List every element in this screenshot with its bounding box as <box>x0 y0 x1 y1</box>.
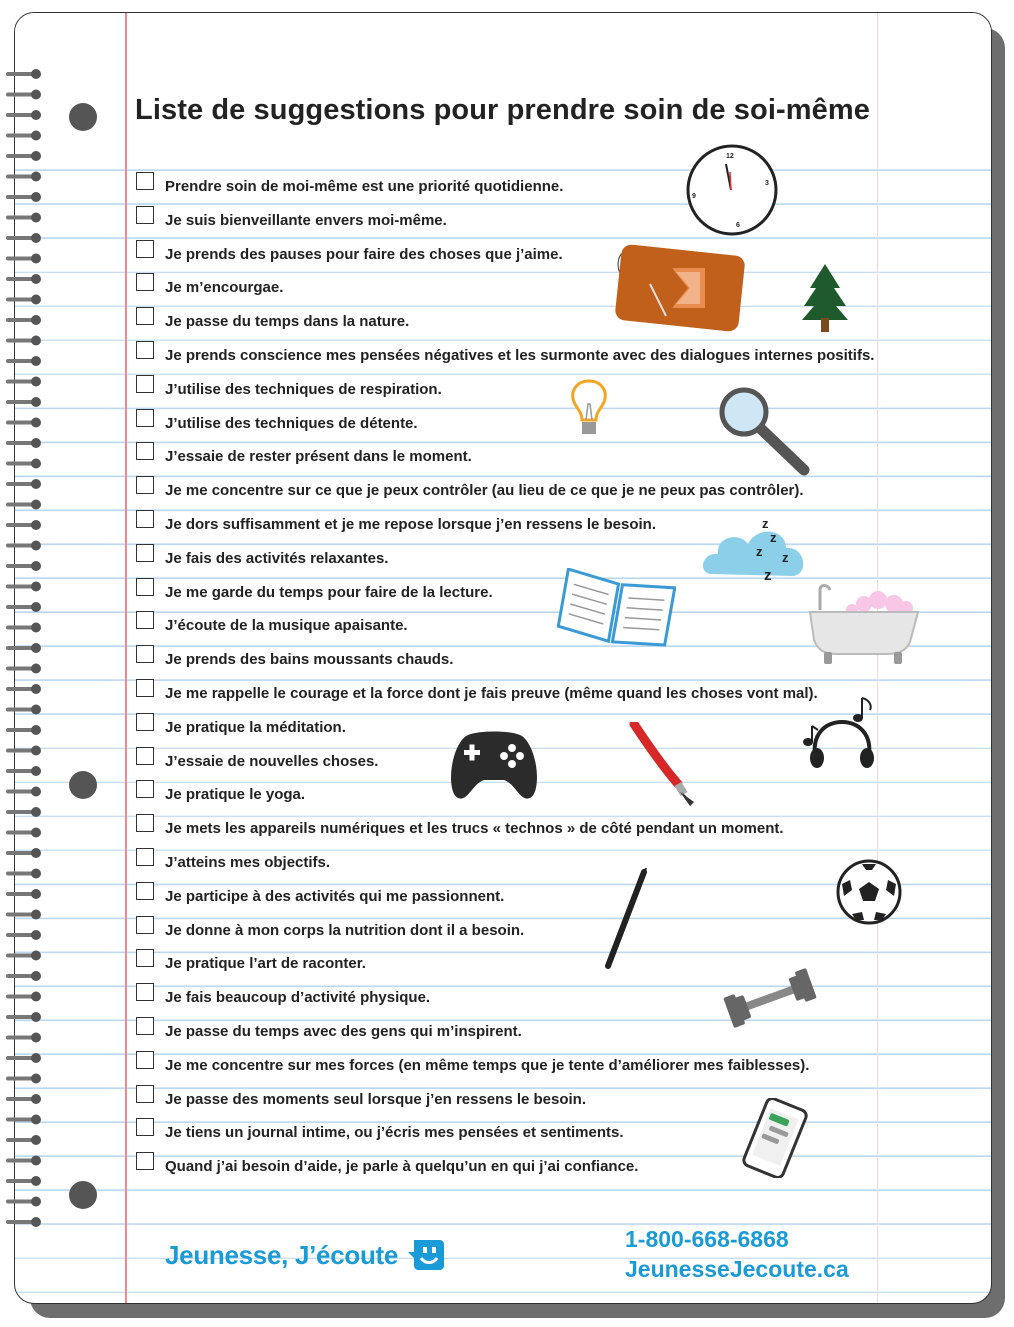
spiral-coil <box>8 1156 41 1166</box>
spiral-binding <box>0 0 50 1327</box>
spiral-coil <box>8 397 41 407</box>
spiral-coil <box>8 828 41 838</box>
svg-text:9: 9 <box>692 193 696 200</box>
spiral-coil <box>8 295 41 305</box>
checkbox[interactable] <box>136 341 154 359</box>
spiral-coil <box>8 1217 41 1227</box>
checklist-item <box>136 1049 874 1083</box>
pine-tree-icon <box>800 262 850 334</box>
checklist-item-label: Je me concentre sur ce que je peux contrôler (au lieu de ce que je ne peux pas contrôler). <box>165 482 804 500</box>
spiral-coil <box>8 992 41 1002</box>
spiral-coil <box>8 787 41 797</box>
checklist-item <box>136 305 874 339</box>
checkbox[interactable] <box>136 814 154 832</box>
checkbox[interactable] <box>136 645 154 663</box>
spiral-coil <box>8 438 41 448</box>
spiral-coil <box>8 684 41 694</box>
spiral-coil <box>8 664 41 674</box>
spiral-coil <box>8 213 41 223</box>
checkbox[interactable] <box>136 1051 154 1069</box>
spiral-coil <box>8 541 41 551</box>
bathtub-icon <box>806 580 920 666</box>
spiral-coil <box>8 356 41 366</box>
spiral-coil <box>8 377 41 387</box>
margin-line <box>125 13 127 1303</box>
checklist-item-label: Je dors suffisamment et je me repose lorsque j’en ressens le besoin. <box>165 515 657 533</box>
checklist-item-label: Je pratique le yoga. <box>165 786 306 804</box>
checklist-item <box>136 609 874 643</box>
brand-logo[interactable] <box>165 1238 444 1272</box>
checklist-item-label: Prendre soin de moi-même est une priorité quotidienne. <box>165 178 564 195</box>
spiral-coil <box>8 1197 41 1207</box>
checkbox[interactable] <box>136 510 154 528</box>
checklist-item-label: Je donne à mon corps la nutrition dont il a besoin. <box>165 921 525 939</box>
checklist-item-label: J’essaie de nouvelles choses. <box>165 752 379 770</box>
spiral-coil <box>8 315 41 325</box>
svg-text:z: z <box>764 567 772 584</box>
checklist-item-label: Je prends des pauses pour faire des choses que j’aime. <box>165 245 563 263</box>
spiral-coil <box>8 725 41 735</box>
spiral-coil <box>8 561 41 571</box>
spiral-coil <box>8 1033 41 1043</box>
checkbox[interactable] <box>136 375 154 393</box>
checkbox[interactable] <box>136 1118 154 1136</box>
checklist-item-label: Je fais des activités relaxantes. <box>165 549 389 567</box>
spiral-coil <box>8 69 41 79</box>
checklist-item-label: Je prends conscience mes pensées négatives et les surmonte avec des dialogues internes positifs. <box>165 346 875 364</box>
checklist-item-label: J’essaie de rester présent dans le moment. <box>165 448 472 466</box>
checklist-item-label: Je fais beaucoup d’activité physique. <box>165 989 431 1007</box>
spiral-coil <box>8 582 41 592</box>
svg-text:z: z <box>782 550 789 565</box>
checkbox[interactable] <box>136 916 154 934</box>
checkbox[interactable] <box>136 780 154 798</box>
svg-text:12: 12 <box>726 153 734 160</box>
checkbox[interactable] <box>136 611 154 629</box>
checklist-item <box>136 238 874 272</box>
binder-hole <box>69 103 97 131</box>
checkbox[interactable] <box>136 713 154 731</box>
checklist-item-label: J’utilise des techniques de détente. <box>165 414 418 432</box>
spiral-coil <box>8 1094 41 1104</box>
checkbox[interactable] <box>136 273 154 291</box>
checklist-item-label: Je pratique la méditation. <box>165 718 346 736</box>
checkbox[interactable] <box>136 206 154 224</box>
smartphone-icon <box>738 1098 812 1178</box>
spiral-coil <box>8 131 41 141</box>
checkbox[interactable] <box>136 1017 154 1035</box>
headphones-icon <box>800 694 882 774</box>
spiral-coil <box>8 233 41 243</box>
spiral-coil <box>8 418 41 428</box>
speech-bubble-icon <box>408 1238 444 1272</box>
spiral-coil <box>8 766 41 776</box>
checklist-item <box>136 880 874 914</box>
dumbbell-icon <box>718 966 822 1030</box>
checklist-item-label: Je passe des moments seul lorsque j’en ressens le besoin. <box>165 1090 587 1108</box>
checklist-item-label: J’écoute de la musique apaisante. <box>165 617 408 635</box>
sleep-cloud-icon <box>700 514 810 584</box>
spiral-coil <box>8 746 41 756</box>
checklist-item <box>136 474 874 508</box>
spiral-coil <box>8 889 41 899</box>
spiral-coil <box>8 951 41 961</box>
spiral-coil <box>8 336 41 346</box>
spiral-coil <box>8 520 41 530</box>
checklist-item-label: J’utilise des techniques de respiration. <box>165 380 442 398</box>
brand-name: Jeunesse, J’écoute <box>165 1239 399 1270</box>
spiral-coil <box>8 848 41 858</box>
spiral-coil <box>8 623 41 633</box>
svg-text:z: z <box>762 516 769 531</box>
binder-hole <box>69 771 97 799</box>
spiral-coil <box>8 869 41 879</box>
svg-text:6: 6 <box>736 222 740 229</box>
spiral-coil <box>8 459 41 469</box>
checkbox[interactable] <box>136 544 154 562</box>
spiral-coil <box>8 602 41 612</box>
lightbulb-icon <box>566 378 612 442</box>
embroidery-hoop-icon <box>610 244 745 336</box>
svg-text:3: 3 <box>765 180 769 187</box>
checkbox[interactable] <box>136 442 154 460</box>
checkbox[interactable] <box>136 307 154 325</box>
page-title: Liste de suggestions pour prendre soin de soi-même <box>135 94 870 126</box>
soccer-ball-icon <box>834 858 904 926</box>
game-controller-icon <box>446 722 542 804</box>
spiral-coil <box>8 1053 41 1063</box>
pen-icon <box>600 868 654 972</box>
website-link[interactable]: JeunesseJecoute.ca <box>625 1256 849 1282</box>
checklist-item-label: Je mets les appareils numériques et les trucs « technos » de côté pendant un moment. <box>165 820 784 838</box>
checkbox[interactable] <box>136 1085 154 1103</box>
checklist <box>136 170 874 1184</box>
checkbox[interactable] <box>136 1152 154 1170</box>
spiral-coil <box>8 90 41 100</box>
checklist-item-label: Je m’encourgae. <box>165 279 284 297</box>
checklist-item-label: J’atteins mes objectifs. <box>165 853 331 871</box>
checklist-item <box>136 677 874 711</box>
spiral-coil <box>8 172 41 182</box>
checkbox[interactable] <box>136 882 154 900</box>
checklist-item <box>136 914 874 948</box>
svg-text:z: z <box>770 530 777 545</box>
checklist-item-label: Je me garde du temps pour faire de la lecture. <box>165 583 493 601</box>
checklist-item-label: Je passe du temps avec des gens qui m’inspirent. <box>165 1022 522 1040</box>
checkbox[interactable] <box>136 578 154 596</box>
clock-icon <box>684 144 780 238</box>
magnifying-glass-icon <box>716 386 814 478</box>
spiral-coil <box>8 930 41 940</box>
spiral-coil <box>8 274 41 284</box>
checklist-item-label: Je me concentre sur mes forces (en même temps que je tente d’améliorer mes faiblesses). <box>165 1056 810 1074</box>
spiral-coil <box>8 1115 41 1125</box>
svg-text:z: z <box>756 544 763 559</box>
checkbox[interactable] <box>136 172 154 190</box>
spiral-coil <box>8 1012 41 1022</box>
checkbox[interactable] <box>136 983 154 1001</box>
spiral-coil <box>8 151 41 161</box>
spiral-coil <box>8 500 41 510</box>
binder-hole <box>69 1181 97 1209</box>
checklist-item-label: Je me rappelle le courage et la force dont je fais preuve (même quand les choses vont mal). <box>165 684 818 702</box>
checklist-item-label: Je participe à des activités qui me passionnent. <box>165 887 505 905</box>
checklist-item <box>136 339 874 373</box>
checklist-item <box>136 643 874 677</box>
checklist-item-label: Je passe du temps dans la nature. <box>165 313 410 331</box>
spiral-coil <box>8 1135 41 1145</box>
checkbox[interactable] <box>136 409 154 427</box>
checkbox[interactable] <box>136 476 154 494</box>
checkbox[interactable] <box>136 240 154 258</box>
spiral-coil <box>8 971 41 981</box>
spiral-coil <box>8 643 41 653</box>
spiral-coil <box>8 479 41 489</box>
checkbox[interactable] <box>136 747 154 765</box>
spiral-coil <box>8 1176 41 1186</box>
spiral-coil <box>8 254 41 264</box>
checkbox[interactable] <box>136 848 154 866</box>
open-book-icon <box>556 568 676 652</box>
spiral-coil <box>8 910 41 920</box>
checklist-item-label: Je suis bienveillante envers moi-même. <box>165 211 447 229</box>
checklist-item <box>136 812 874 846</box>
paintbrush-icon <box>628 722 700 812</box>
checkbox[interactable] <box>136 949 154 967</box>
spiral-coil <box>8 110 41 120</box>
checkbox[interactable] <box>136 679 154 697</box>
spiral-coil <box>8 705 41 715</box>
checklist-item-label: Je pratique l’art de raconter. <box>165 955 366 973</box>
phone-number-link[interactable]: 1-800-668-6868 <box>625 1226 789 1252</box>
checklist-item-label: Quand j’ai besoin d’aide, je parle à quelqu’un en qui j’ai confiance. <box>165 1158 639 1176</box>
spiral-coil <box>8 1074 41 1084</box>
checklist-item <box>136 846 874 880</box>
checklist-item <box>136 271 874 305</box>
spiral-coil <box>8 807 41 817</box>
spiral-coil <box>8 192 41 202</box>
checklist-item-label: Je prends des bains moussants chauds. <box>165 651 454 669</box>
checklist-item-label: Je tiens un journal intime, ou j’écris mes pensées et sentiments. <box>165 1124 624 1142</box>
